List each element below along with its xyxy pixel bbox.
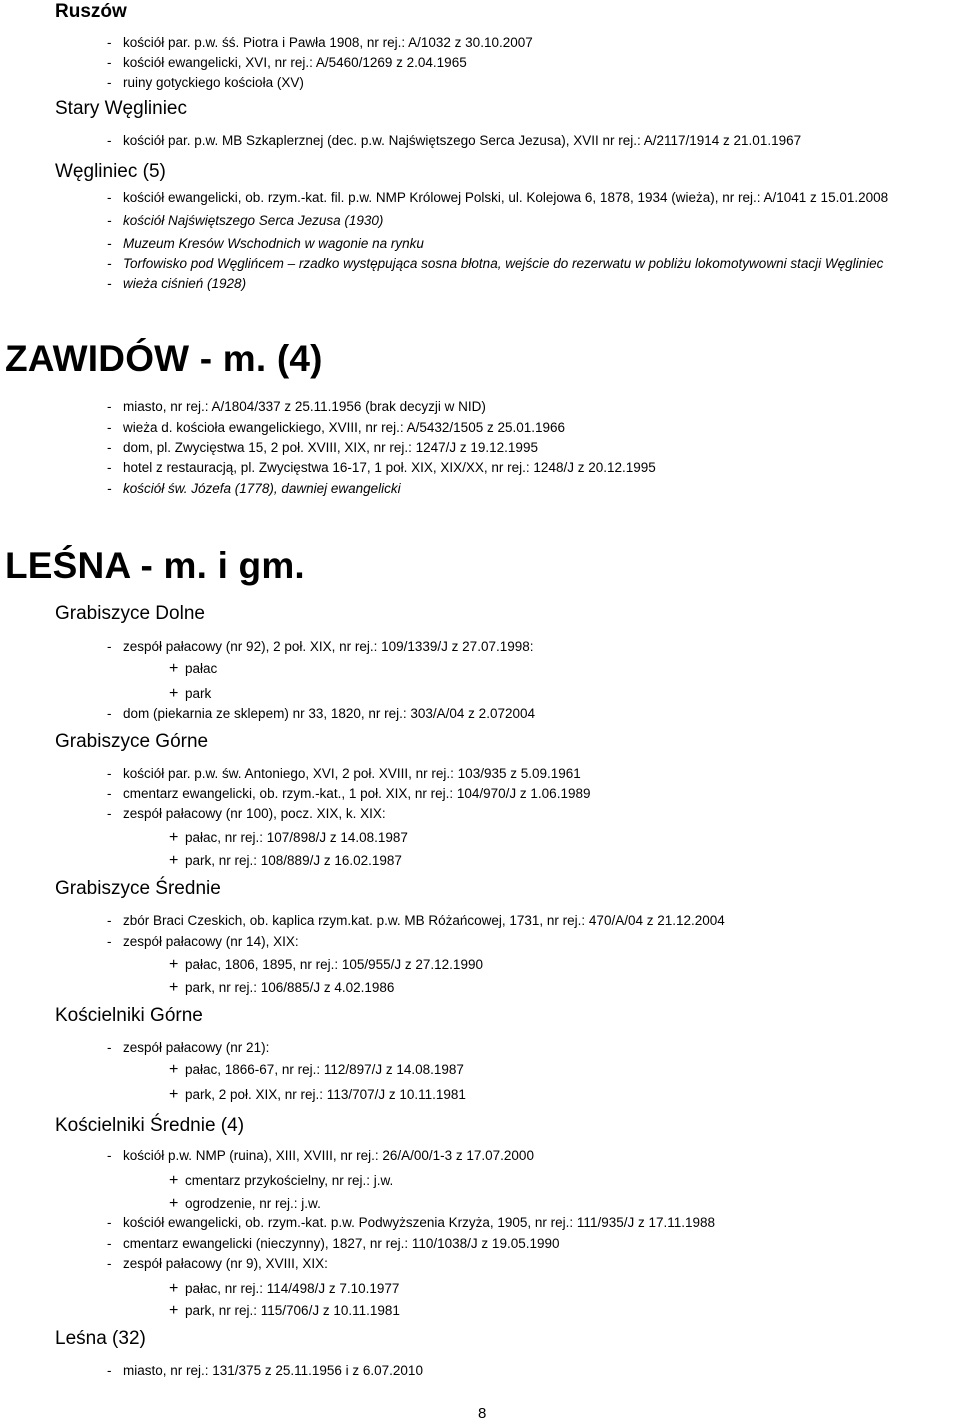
dash-bullet: - [107, 913, 112, 928]
locality-heading: Stary Węgliniec [55, 98, 187, 119]
locality-heading: Leśna (32) [55, 1328, 146, 1349]
dash-bullet: - [107, 1256, 112, 1271]
monument-subitem [169, 661, 217, 677]
monument-item [107, 441, 538, 455]
monument-item [107, 134, 801, 148]
plus-bullet: + [169, 1280, 179, 1297]
dash-bullet: - [107, 1236, 112, 1251]
dash-bullet: - [107, 766, 112, 781]
dash-bullet: - [107, 1363, 112, 1378]
monument-item [107, 277, 246, 291]
monument-item-text: zespół pałacowy (nr 92), 2 poł. XIX, nr rej.: 109/1339/J z 27.07.1998: [123, 639, 534, 654]
plus-bullet: + [169, 956, 179, 973]
monument-item-text: wieża d. kościoła ewangelickiego, XVIII, nr rej.: A/5432/1505 z 25.01.1966 [123, 420, 566, 435]
monument-item-text: kościół ewangelicki, ob. rzym.-kat. p.w. Podwyższenia Krzyża, 1905, nr rej.: 111/935/J z 17.11.1988 [123, 1215, 716, 1230]
monument-item-text: zespół pałacowy (nr 100), pocz. XIX, k. XIX: [123, 806, 386, 821]
monument-subitem-text: cmentarz przykościelny, nr rej.: j.w. [185, 1173, 394, 1188]
plus-bullet: + [169, 1172, 179, 1189]
monument-item [107, 36, 533, 50]
monument-subitem-text: ogrodzenie, nr rej.: j.w. [185, 1196, 321, 1211]
monument-item [107, 56, 467, 70]
monument-item [107, 1149, 534, 1163]
monument-subitem-text: pałac, nr rej.: 114/498/J z 7.10.1977 [185, 1281, 400, 1296]
monument-item-text: miasto, nr rej.: 131/375 z 25.11.1956 i z 6.07.2010 [123, 1363, 423, 1378]
monument-subitem [169, 1196, 321, 1212]
monument-item [107, 767, 581, 781]
plus-bullet: + [169, 1195, 179, 1212]
town-heading: ZAWIDÓW - m. (4) [5, 338, 323, 379]
dash-bullet: - [107, 440, 112, 455]
plus-bullet: + [169, 660, 179, 677]
monument-item [107, 807, 386, 821]
dash-bullet: - [107, 460, 112, 475]
monument-item [107, 214, 383, 228]
monument-subitem-text: pałac, 1806, 1895, nr rej.: 105/955/J z 27.12.1990 [185, 957, 483, 972]
locality-heading: Grabiszyce Dolne [55, 603, 205, 624]
monument-item [107, 1216, 715, 1230]
monument-subitem [169, 1303, 400, 1319]
monument-item-text: zespół pałacowy (nr 21): [123, 1040, 270, 1055]
monument-item [107, 400, 486, 414]
dash-bullet: - [107, 399, 112, 414]
dash-bullet: - [107, 133, 112, 148]
monument-subitem [169, 1087, 466, 1103]
monument-item [107, 1237, 560, 1251]
monument-item [107, 935, 299, 949]
monument-item-text: Torfowisko pod Węglińcem – rzadko występująca sosna błotna, wejście do rezerwatu w pobliżu lokomotywowni stacji Węgliniec [123, 256, 884, 271]
monument-item-text: kościół Najświętszego Serca Jezusa (1930) [123, 213, 384, 228]
monument-subitem-text: park [185, 686, 212, 701]
monument-subitem [169, 830, 408, 846]
plus-bullet: + [169, 1086, 179, 1103]
dash-bullet: - [107, 934, 112, 949]
monument-item-text: kościół św. Józefa (1778), dawniej ewangelicki [123, 481, 401, 496]
dash-bullet: - [107, 1040, 112, 1055]
monument-item [107, 257, 883, 271]
monument-subitem-text: park, nr rej.: 115/706/J z 10.11.1981 [185, 1303, 400, 1318]
dash-bullet: - [107, 213, 112, 228]
monument-item-text: kościół par. p.w. śś. Piotra i Pawła 1908, nr rej.: A/1032 z 30.10.2007 [123, 35, 533, 50]
dash-bullet: - [107, 786, 112, 801]
monument-item-text: dom (piekarnia ze sklepem) nr 33, 1820, nr rej.: 303/A/04 z 2.072004 [123, 706, 535, 721]
monument-item-text: miasto, nr rej.: A/1804/337 z 25.11.1956 (brak decyzji w NID) [123, 399, 486, 414]
monument-subitem-text: pałac, nr rej.: 107/898/J z 14.08.1987 [185, 830, 408, 845]
dash-bullet: - [107, 639, 112, 654]
monument-subitem-text: pałac, 1866-67, nr rej.: 112/897/J z 14.08.1987 [185, 1062, 464, 1077]
monument-item-text: ruiny gotyckiego kościoła (XV) [123, 75, 304, 90]
dash-bullet: - [107, 806, 112, 821]
monument-subitem [169, 853, 402, 869]
plus-bullet: + [169, 685, 179, 702]
dash-bullet: - [107, 236, 112, 251]
dash-bullet: - [107, 420, 112, 435]
plus-bullet: + [169, 829, 179, 846]
monument-subitem [169, 980, 394, 996]
page-number: 8 [478, 1405, 487, 1422]
locality-heading: Kościelniki Górne [55, 1005, 203, 1026]
monument-item-text: hotel z restauracją, pl. Zwycięstwa 16-17, 1 poł. XIX, XIX/XX, nr rej.: 1248/J z 20.12.1995 [123, 460, 656, 475]
locality-heading: Grabiszyce Średnie [55, 878, 221, 899]
monument-item-text: Muzeum Kresów Wschodnich w wagonie na rynku [123, 236, 424, 251]
monument-item-text: cmentarz ewangelicki, ob. rzym.-kat., 1 poł. XIX, nr rej.: 104/970/J z 1.06.1989 [123, 786, 591, 801]
monument-item-text: zespół pałacowy (nr 14), XIX: [123, 934, 299, 949]
monument-item-text: kościół par. p.w. św. Antoniego, XVI, 2 poł. XVIII, nr rej.: 103/935 z 5.09.1961 [123, 766, 581, 781]
plus-bullet: + [169, 1061, 179, 1078]
monument-item-text: kościół p.w. NMP (ruina), XIII, XVIII, nr rej.: 26/A/00/1-3 z 17.07.2000 [123, 1148, 534, 1163]
monument-item [107, 237, 424, 251]
monument-item [107, 191, 888, 205]
monument-subitem-text: pałac [185, 661, 218, 676]
monument-item-text: cmentarz ewangelicki (nieczynny), 1827, nr rej.: 110/1038/J z 19.05.1990 [123, 1236, 560, 1251]
plus-bullet: + [169, 852, 179, 869]
monument-item [107, 707, 535, 721]
locality-heading: Kościelniki Średnie (4) [55, 1115, 245, 1136]
monument-subitem-text: park, 2 poł. XIX, nr rej.: 113/707/J z 10.11.1981 [185, 1087, 466, 1102]
monument-item-text: zespół pałacowy (nr 9), XVIII, XIX: [123, 1256, 328, 1271]
dash-bullet: - [107, 276, 112, 291]
locality-heading: Węgliniec (5) [55, 161, 166, 182]
plus-bullet: + [169, 979, 179, 996]
town-heading: LEŚNA - m. i gm. [5, 545, 305, 586]
dash-bullet: - [107, 75, 112, 90]
monument-item [107, 76, 304, 90]
dash-bullet: - [107, 256, 112, 271]
dash-bullet: - [107, 1148, 112, 1163]
monument-subitem [169, 686, 211, 702]
monument-item [107, 1257, 328, 1271]
plus-bullet: + [169, 1302, 179, 1319]
monument-item [107, 787, 590, 801]
monument-item-text: wieża ciśnień (1928) [123, 276, 247, 291]
dash-bullet: - [107, 481, 112, 496]
monument-item-text: kościół ewangelicki, ob. rzym.-kat. fil. p.w. NMP Królowej Polski, ul. Kolejowa 6, 1878, 1934 (wieża), nr rej.: A/1041 z 15.01.2008 [123, 190, 889, 205]
monument-item [107, 421, 565, 435]
dash-bullet: - [107, 706, 112, 721]
monument-subitem-text: park, nr rej.: 106/885/J z 4.02.1986 [185, 980, 395, 995]
monument-subitem [169, 1281, 399, 1297]
monument-subitem-text: park, nr rej.: 108/889/J z 16.02.1987 [185, 853, 402, 868]
monument-item [107, 640, 534, 654]
monument-item [107, 1364, 423, 1378]
monument-item [107, 482, 401, 496]
dash-bullet: - [107, 190, 112, 205]
monument-item-text: dom, pl. Zwycięstwa 15, 2 poł. XVIII, XIX, nr rej.: 1247/J z 19.12.1995 [123, 440, 538, 455]
monument-item [107, 1041, 269, 1055]
locality-heading: Ruszów [55, 1, 127, 22]
dash-bullet: - [107, 55, 112, 70]
monument-subitem [169, 957, 483, 973]
dash-bullet: - [107, 35, 112, 50]
monument-subitem [169, 1062, 464, 1078]
monument-item-text: kościół par. p.w. MB Szkaplerznej (dec. p.w. Najświętszego Serca Jezusa), XVII nr rej.: A/2117/1914 z 21.01.1967 [123, 133, 802, 148]
monument-item-text: zbór Braci Czeskich, ob. kaplica rzym.kat. p.w. MB Różańcowej, 1731, nr rej.: 470/A/04 z 21.12.2004 [123, 913, 725, 928]
locality-heading: Grabiszyce Górne [55, 731, 209, 752]
monument-item [107, 461, 656, 475]
dash-bullet: - [107, 1215, 112, 1230]
monument-item [107, 914, 725, 928]
monument-subitem [169, 1173, 393, 1189]
monument-item-text: kościół ewangelicki, XVI, nr rej.: A/5460/1269 z 2.04.1965 [123, 55, 467, 70]
